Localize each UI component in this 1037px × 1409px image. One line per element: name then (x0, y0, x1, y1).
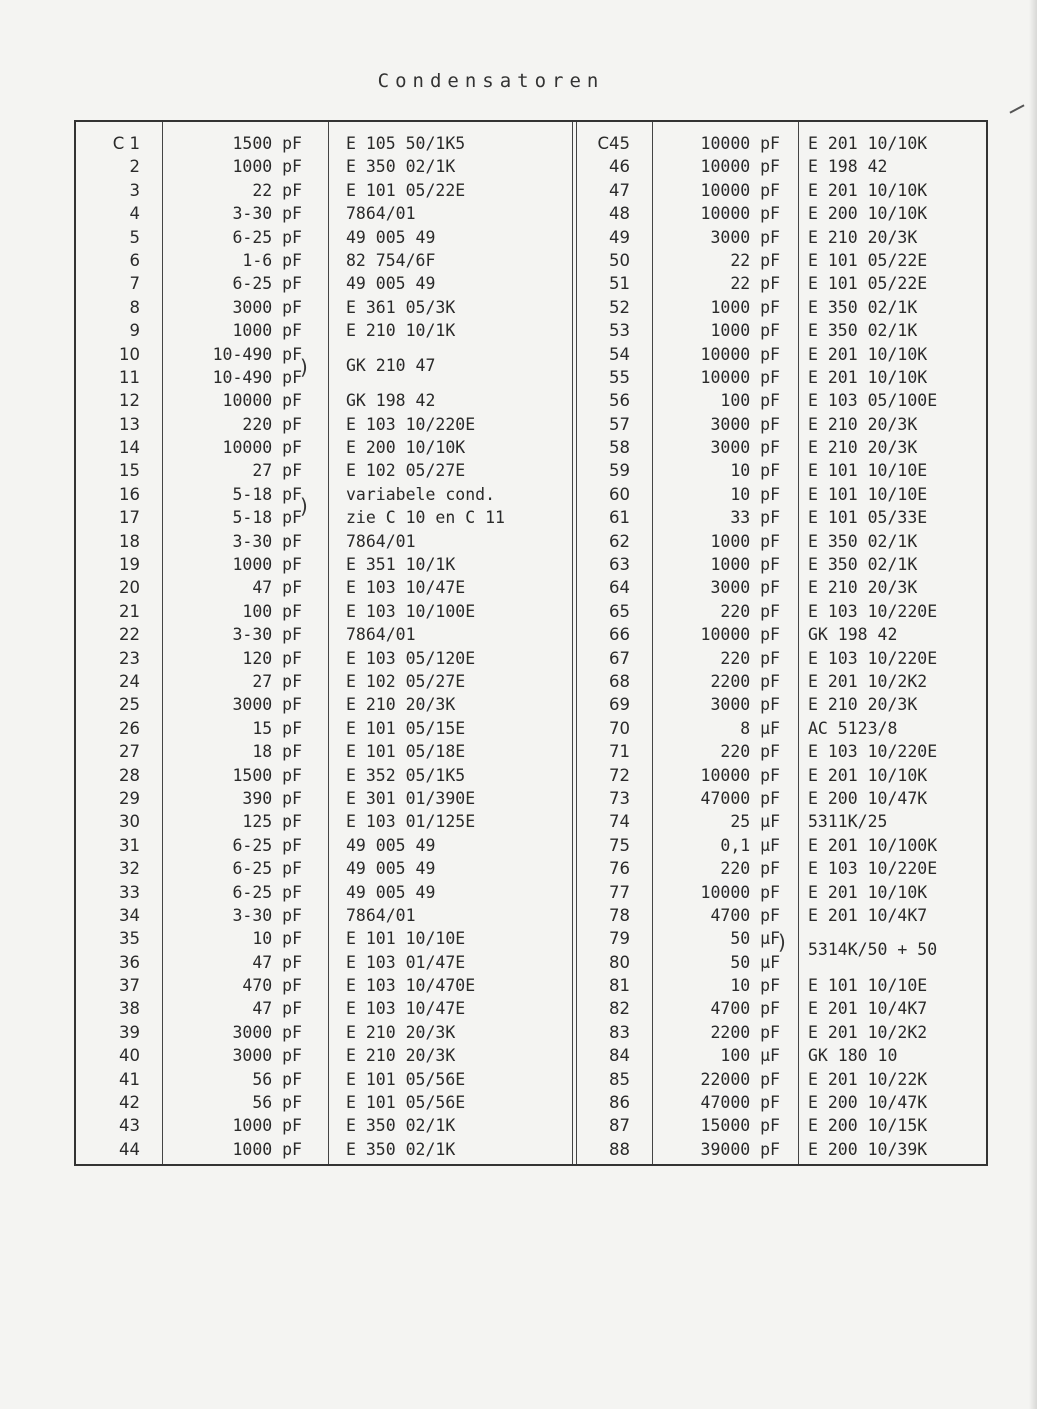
capacitor-number: 24 (119, 671, 140, 691)
right-reference-column (808, 132, 986, 1161)
capacitor-value: 390 pF (242, 788, 302, 808)
capacitor-reference: E 200 10/15K (808, 1116, 928, 1136)
capacitor-reference: 82 754/6F (346, 250, 436, 270)
capacitor-reference: E 101 05/33E (808, 508, 928, 528)
capacitor-number: 18 (119, 531, 140, 551)
capacitor-number: 59 (609, 461, 630, 481)
capacitor-reference: E 201 10/10K (808, 882, 928, 902)
capacitor-value: 47 pF (252, 578, 302, 598)
capacitor-reference: E 210 20/3K (346, 695, 456, 715)
capacitor-number: 46 (609, 157, 630, 177)
capacitor-value: 10-490 pF (212, 344, 302, 364)
capacitor-number: 78 (609, 905, 630, 925)
capacitor-value: 100 pF (720, 391, 780, 411)
capacitor-value: 3000 pF (232, 1022, 302, 1042)
pair-bracket: ) (300, 494, 308, 518)
capacitor-number: 23 (119, 648, 140, 668)
capacitor-reference: GK 198 42 (346, 391, 436, 411)
capacitor-reference: E 103 10/470E (346, 976, 476, 996)
capacitor-reference: E 210 20/3K (808, 414, 918, 434)
capacitor-number: 26 (119, 718, 140, 738)
left-reference-column (346, 132, 566, 1161)
capacitor-value: 470 pF (242, 976, 302, 996)
capacitor-number: 85 (609, 1069, 630, 1089)
capacitor-number: 58 (609, 438, 630, 458)
capacitor-number: 41 (119, 1069, 140, 1089)
capacitor-number: 72 (609, 765, 630, 785)
capacitor-value: 22000 pF (700, 1069, 780, 1089)
capacitor-value: 25 µF (730, 812, 780, 832)
capacitor-value: 22 pF (730, 274, 780, 294)
capacitor-value: 47000 pF (700, 1093, 780, 1113)
capacitor-reference: E 200 10/47K (808, 788, 928, 808)
capacitor-value: 10 pF (730, 461, 780, 481)
capacitor-value: 22 pF (252, 180, 302, 200)
capacitor-reference: E 103 10/47E (346, 578, 466, 598)
capacitor-number: 16 (119, 484, 140, 504)
capacitor-reference: E 350 02/1K (808, 531, 918, 551)
capacitor-value: 56 pF (252, 1093, 302, 1113)
capacitor-number: 37 (119, 976, 140, 996)
capacitor-number: 19 (119, 555, 140, 575)
capacitor-value: 1000 pF (710, 531, 780, 551)
capacitor-number: 5 (129, 227, 140, 247)
capacitor-number: 76 (609, 859, 630, 879)
capacitor-number: 38 (119, 999, 140, 1019)
capacitor-number: 14 (119, 438, 140, 458)
capacitor-number: 77 (609, 882, 630, 902)
capacitor-number: 48 (609, 204, 630, 224)
capacitor-number: 74 (609, 812, 630, 832)
capacitor-number: 82 (609, 999, 630, 1019)
capacitor-number: 73 (609, 788, 630, 808)
capacitor-value: 1500 pF (232, 134, 302, 153)
capacitor-reference: E 103 10/220E (808, 742, 938, 762)
capacitor-number: 28 (119, 765, 140, 785)
capacitor-reference: E 200 10/10K (346, 438, 466, 458)
capacitor-reference: E 350 02/1K (808, 555, 918, 575)
capacitor-reference: E 101 10/10E (808, 484, 928, 504)
capacitor-number: 70 (609, 718, 630, 738)
capacitor-value: 47 pF (252, 952, 302, 972)
capacitor-value: 39000 pF (700, 1139, 780, 1159)
capacitor-value: 3-30 pF (232, 204, 302, 224)
capacitor-value: 2200 pF (710, 1022, 780, 1042)
capacitor-value: 47000 pF (700, 788, 780, 808)
capacitor-value: 10 pF (730, 484, 780, 504)
capacitor-reference: E 101 05/18E (346, 742, 466, 762)
capacitor-number: 81 (609, 976, 630, 996)
capacitor-number: 35 (119, 929, 140, 949)
capacitor-value: 3000 pF (710, 438, 780, 458)
column-divider (328, 122, 329, 1164)
capacitor-value: 50 µF (730, 929, 780, 949)
capacitor-value: 1000 pF (710, 297, 780, 317)
capacitor-value: 10 pF (730, 976, 780, 996)
capacitor-value: 3000 pF (232, 695, 302, 715)
capacitor-value: 10000 pF (222, 391, 302, 411)
capacitor-number: 33 (119, 882, 140, 902)
capacitor-number: 13 (119, 414, 140, 434)
page-edge-shadow (1029, 0, 1037, 1409)
capacitor-value: 6-25 pF (232, 835, 302, 855)
capacitor-reference: E 201 10/2K2 (808, 671, 928, 691)
capacitor-reference: E 210 20/3K (346, 1022, 456, 1042)
capacitor-reference: E 201 10/10K (808, 180, 928, 200)
left-number-column (80, 132, 140, 1161)
capacitor-reference: 7864/01 (346, 531, 416, 551)
column-divider (162, 122, 163, 1164)
capacitor-value: 15000 pF (700, 1116, 780, 1136)
capacitor-value: 4700 pF (710, 905, 780, 925)
capacitor-reference: E 201 10/4K7 (808, 905, 928, 925)
capacitor-value: 220 pF (242, 414, 302, 434)
capacitor-number: 63 (609, 555, 630, 575)
capacitor-value: 5-18 pF (232, 484, 302, 504)
capacitor-reference: E 351 10/1K (346, 555, 456, 575)
capacitor-reference: E 210 10/1K (346, 321, 456, 341)
capacitor-reference: E 350 02/1K (346, 1139, 456, 1159)
capacitor-reference: GK 210 47 (346, 355, 436, 375)
capacitor-value: 27 pF (252, 461, 302, 481)
right-number-column (580, 132, 630, 1161)
capacitor-number: 57 (609, 414, 630, 434)
capacitor-reference: E 201 10/10K (808, 367, 928, 387)
capacitor-value: 10000 pF (700, 765, 780, 785)
capacitor-reference: E 105 50/1K5 (346, 134, 466, 153)
capacitor-value: 18 pF (252, 742, 302, 762)
capacitor-number: 11 (119, 367, 140, 387)
capacitor-value: 3000 pF (710, 695, 780, 715)
capacitor-number: 68 (609, 671, 630, 691)
capacitor-value: 1000 pF (232, 1116, 302, 1136)
capacitor-number: 30 (119, 812, 140, 832)
capacitor-value: 1000 pF (232, 321, 302, 341)
capacitor-number: 44 (119, 1139, 140, 1159)
capacitor-reference: variabele cond. (346, 484, 496, 504)
capacitor-reference: 7864/01 (346, 905, 416, 925)
capacitor-reference: E 200 10/39K (808, 1139, 928, 1159)
capacitor-reference: E 103 10/220E (346, 414, 476, 434)
capacitor-reference: 7864/01 (346, 625, 416, 645)
capacitor-reference: zie C 10 en C 11 (346, 508, 505, 528)
capacitor-reference: E 350 02/1K (808, 321, 918, 341)
capacitor-number: 88 (609, 1139, 630, 1159)
capacitor-number: 29 (119, 788, 140, 808)
capacitor-reference: E 101 10/10E (346, 929, 466, 949)
capacitor-value: 3-30 pF (232, 905, 302, 925)
capacitor-number: 87 (609, 1116, 630, 1136)
capacitor-reference: E 201 10/2K2 (808, 1022, 928, 1042)
capacitor-number: 54 (609, 344, 630, 364)
capacitor-number: 53 (609, 321, 630, 341)
column-divider-center (572, 122, 577, 1164)
capacitor-value: 100 µF (720, 1046, 780, 1066)
capacitor-value: 125 pF (242, 812, 302, 832)
capacitor-number: C45 (597, 134, 630, 153)
capacitor-reference: E 103 10/100E (346, 601, 476, 621)
capacitor-number: 8 (129, 297, 140, 317)
capacitor-reference: E 103 05/120E (346, 648, 476, 668)
capacitor-reference: 49 005 49 (346, 227, 436, 247)
capacitor-number: 60 (609, 484, 630, 504)
capacitor-value: 10000 pF (700, 157, 780, 177)
capacitor-reference: 49 005 49 (346, 882, 436, 902)
capacitor-reference: 5311K/25 (808, 812, 888, 832)
capacitor-reference: E 352 05/1K5 (346, 765, 466, 785)
capacitor-value: 220 pF (720, 859, 780, 879)
capacitor-reference: E 102 05/27E (346, 671, 466, 691)
capacitor-value: 220 pF (720, 742, 780, 762)
capacitor-value: 10000 pF (700, 180, 780, 200)
capacitor-reference: E 210 20/3K (808, 227, 918, 247)
capacitor-number: 32 (119, 859, 140, 879)
capacitor-value: 3-30 pF (232, 625, 302, 645)
capacitor-number: 67 (609, 648, 630, 668)
capacitor-number: 61 (609, 508, 630, 528)
capacitor-value: 10000 pF (700, 344, 780, 364)
capacitor-number: 7 (129, 274, 140, 294)
capacitor-reference: E 201 10/100K (808, 835, 938, 855)
capacitor-value: 10000 pF (700, 625, 780, 645)
capacitor-reference: E 101 05/22E (808, 250, 928, 270)
capacitor-value: 1000 pF (710, 555, 780, 575)
capacitor-value: 120 pF (242, 648, 302, 668)
capacitor-number: 79 (609, 929, 630, 949)
capacitor-reference: E 198 42 (808, 157, 888, 177)
capacitor-table (74, 120, 988, 1166)
capacitor-reference: AC 5123/8 (808, 718, 898, 738)
column-divider (652, 122, 653, 1164)
capacitor-reference: GK 198 42 (808, 625, 898, 645)
capacitor-number: 9 (129, 321, 140, 341)
capacitor-reference: E 101 05/22E (808, 274, 928, 294)
capacitor-number: 50 (609, 250, 630, 270)
capacitor-reference: E 101 05/56E (346, 1069, 466, 1089)
capacitor-number: 15 (119, 461, 140, 481)
capacitor-number: 2 (129, 157, 140, 177)
capacitor-number: 36 (119, 952, 140, 972)
capacitor-number: 27 (119, 742, 140, 762)
capacitor-value: 1-6 pF (242, 250, 302, 270)
capacitor-reference: E 210 20/3K (808, 438, 918, 458)
capacitor-number: 22 (119, 625, 140, 645)
capacitor-number: 25 (119, 695, 140, 715)
capacitor-reference: E 103 10/220E (808, 648, 938, 668)
capacitor-number: 20 (119, 578, 140, 598)
capacitor-number: 52 (609, 297, 630, 317)
capacitor-number: 86 (609, 1093, 630, 1113)
capacitor-reference: E 101 10/10E (808, 976, 928, 996)
capacitor-reference: 49 005 49 (346, 835, 436, 855)
capacitor-number: 84 (609, 1046, 630, 1066)
capacitor-value: 220 pF (720, 601, 780, 621)
capacitor-reference (808, 951, 986, 974)
capacitor-reference: E 103 01/47E (346, 952, 466, 972)
capacitor-reference: E 103 10/220E (808, 601, 938, 621)
capacitor-number: 80 (609, 952, 630, 972)
column-divider (798, 122, 799, 1164)
capacitor-value: 100 pF (242, 601, 302, 621)
capacitor-value: 1000 pF (232, 555, 302, 575)
capacitor-value: 27 pF (252, 671, 302, 691)
capacitor-value: 47 pF (252, 999, 302, 1019)
capacitor-value: 3000 pF (710, 578, 780, 598)
capacitor-number: 39 (119, 1022, 140, 1042)
capacitor-reference: 49 005 49 (346, 859, 436, 879)
capacitor-number: 3 (129, 180, 140, 200)
capacitor-value: 3000 pF (710, 227, 780, 247)
capacitor-value: 10000 pF (700, 882, 780, 902)
left-value-column (168, 132, 302, 1161)
right-value-column (656, 132, 780, 1161)
capacitor-value: 10 pF (252, 929, 302, 949)
capacitor-reference: E 210 20/3K (808, 695, 918, 715)
capacitor-reference: E 201 10/10K (808, 134, 928, 153)
capacitor-value: 10000 pF (700, 204, 780, 224)
capacitor-value: 3000 pF (232, 297, 302, 317)
capacitor-value: 6-25 pF (232, 882, 302, 902)
capacitor-value: 22 pF (730, 250, 780, 270)
capacitor-number: 64 (609, 578, 630, 598)
capacitor-reference: E 350 02/1K (808, 297, 918, 317)
capacitor-number: 34 (119, 905, 140, 925)
capacitor-value: 6-25 pF (232, 227, 302, 247)
capacitor-value: 4700 pF (710, 999, 780, 1019)
capacitor-reference: E 201 10/4K7 (808, 999, 928, 1019)
capacitor-reference (346, 366, 566, 389)
capacitor-reference: E 101 10/10E (808, 461, 928, 481)
capacitor-value: 8 µF (740, 718, 780, 738)
capacitor-reference: E 201 10/10K (808, 344, 928, 364)
capacitor-number: 66 (609, 625, 630, 645)
capacitor-number: 4 (129, 204, 140, 224)
capacitor-reference: E 103 10/220E (808, 859, 938, 879)
capacitor-number: 75 (609, 835, 630, 855)
capacitor-reference: E 201 10/22K (808, 1069, 928, 1089)
capacitor-reference: 49 005 49 (346, 274, 436, 294)
capacitor-value: 33 pF (730, 508, 780, 528)
capacitor-value: 15 pF (252, 718, 302, 738)
capacitor-number: 71 (609, 742, 630, 762)
capacitor-number: 43 (119, 1116, 140, 1136)
capacitor-value: 3-30 pF (232, 531, 302, 551)
capacitor-number: 31 (119, 835, 140, 855)
capacitor-value: 10-490 pF (212, 367, 302, 387)
capacitor-number: 51 (609, 274, 630, 294)
capacitor-value: 10000 pF (700, 134, 780, 153)
capacitor-value: 1500 pF (232, 765, 302, 785)
capacitor-reference: E 103 01/125E (346, 812, 476, 832)
capacitor-value: 1000 pF (232, 157, 302, 177)
capacitor-reference: E 361 05/3K (346, 297, 456, 317)
capacitor-value: 220 pF (720, 648, 780, 668)
capacitor-reference: E 301 01/390E (346, 788, 476, 808)
pair-bracket: ) (300, 355, 308, 379)
capacitor-reference: E 210 20/3K (808, 578, 918, 598)
capacitor-number: 49 (609, 227, 630, 247)
capacitor-value: 2200 pF (710, 671, 780, 691)
capacitor-number: 12 (119, 391, 140, 411)
capacitor-reference: E 102 05/27E (346, 461, 466, 481)
capacitor-value: 1000 pF (232, 1139, 302, 1159)
capacitor-number: 17 (119, 508, 140, 528)
capacitor-value: 6-25 pF (232, 274, 302, 294)
capacitor-number: 21 (119, 601, 140, 621)
pen-mark (1009, 104, 1024, 113)
capacitor-number: C 1 (112, 134, 140, 153)
capacitor-reference: 5314K/50 + 50 (808, 940, 938, 960)
capacitor-value: 10000 pF (222, 438, 302, 458)
capacitor-number: 65 (609, 601, 630, 621)
capacitor-value: 1000 pF (710, 321, 780, 341)
capacitor-reference: GK 180 10 (808, 1046, 898, 1066)
capacitor-reference: E 210 20/3K (346, 1046, 456, 1066)
capacitor-number: 69 (609, 695, 630, 715)
capacitor-number: 10 (119, 344, 140, 364)
capacitor-value: 6-25 pF (232, 859, 302, 879)
capacitor-reference: E 103 10/47E (346, 999, 466, 1019)
capacitor-value: 0,1 µF (720, 835, 780, 855)
capacitor-number: 47 (609, 180, 630, 200)
page-title: Condensatoren (377, 70, 605, 92)
capacitor-reference: E 200 10/47K (808, 1093, 928, 1113)
capacitor-value: 3000 pF (710, 414, 780, 434)
capacitor-reference: 7864/01 (346, 204, 416, 224)
capacitor-number: 56 (609, 391, 630, 411)
capacitor-number: 40 (119, 1046, 140, 1066)
capacitor-value: 3000 pF (232, 1046, 302, 1066)
capacitor-value: 10000 pF (700, 367, 780, 387)
capacitor-reference: E 101 05/56E (346, 1093, 466, 1113)
capacitor-number: 83 (609, 1022, 630, 1042)
capacitor-number: 62 (609, 531, 630, 551)
capacitor-reference: E 103 05/100E (808, 391, 938, 411)
capacitor-reference: E 201 10/10K (808, 765, 928, 785)
capacitor-number: 6 (129, 250, 140, 270)
capacitor-reference: E 101 05/15E (346, 718, 466, 738)
pair-bracket: ) (778, 930, 786, 954)
capacitor-reference: E 350 02/1K (346, 157, 456, 177)
capacitor-number: 42 (119, 1093, 140, 1113)
capacitor-reference: E 200 10/10K (808, 204, 928, 224)
capacitor-value: 5-18 pF (232, 508, 302, 528)
capacitor-reference: E 350 02/1K (346, 1116, 456, 1136)
capacitor-value: 56 pF (252, 1069, 302, 1089)
capacitor-reference: E 101 05/22E (346, 180, 466, 200)
capacitor-number: 55 (609, 367, 630, 387)
capacitor-value: 50 µF (730, 952, 780, 972)
